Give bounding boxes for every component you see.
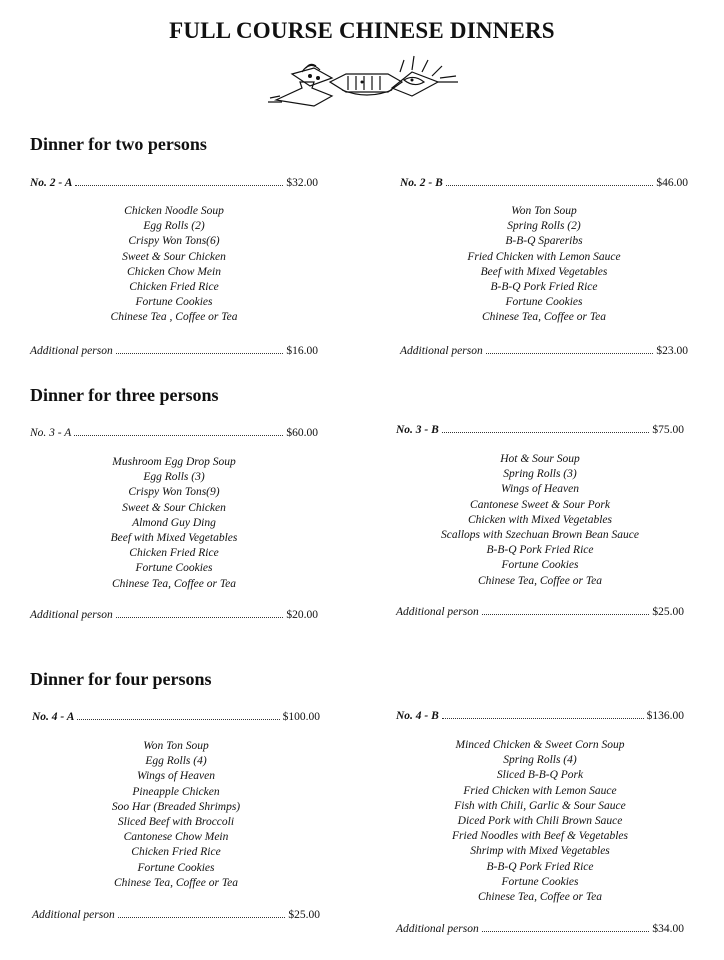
list-item: Beef with Mixed Vegetables: [110, 532, 238, 545]
dinner-code: No. 3 - B: [396, 424, 439, 436]
additional-person-price: $16.00: [286, 345, 318, 357]
dinner-code-row: [30, 176, 318, 189]
list-item: Chicken Fried Rice: [129, 281, 219, 294]
additional-person-label: Additional person: [400, 345, 483, 357]
additional-person-label: Additional person: [30, 345, 113, 357]
additional-person-row: [396, 922, 684, 935]
list-item: Pineapple Chicken: [132, 785, 220, 798]
list-item: Won Ton Soup: [143, 740, 209, 752]
additional-person-label: Additional person: [396, 923, 479, 935]
chinese-food-illustration: [262, 52, 462, 110]
list-item: Sweet & Sour Chicken: [122, 250, 226, 263]
list-item: Chinese Tea, Coffee or Tea: [113, 876, 239, 889]
list-item: Fortune Cookies: [501, 875, 579, 888]
dinner-code: No. 2 - B: [400, 177, 443, 189]
section-title-four-persons: Dinner for four persons: [30, 669, 212, 689]
list-item: Minced Chicken & Sweet Corn Soup: [455, 739, 625, 751]
list-item: Egg Rolls (2): [143, 220, 205, 233]
dot-leader: [446, 176, 654, 186]
list-item: Chicken Fried Rice: [131, 846, 221, 859]
dot-leader: [118, 908, 286, 918]
dot-leader: [116, 608, 284, 618]
dinner-3a: [30, 426, 318, 626]
list-item: Beef with Mixed Vegetables: [480, 265, 608, 278]
dot-leader: [442, 709, 644, 719]
dinner-code-row: [396, 709, 684, 722]
dinner-2b: [400, 176, 688, 366]
dinner-items: [32, 739, 320, 891]
dinner-4a: [32, 710, 320, 932]
list-item: Chinese Tea, Coffee or Tea: [477, 891, 603, 904]
list-item: Spring Rolls (2): [507, 220, 581, 233]
list-item: Fortune Cookies: [135, 296, 213, 309]
additional-person-row: [30, 608, 318, 621]
dot-leader: [74, 426, 283, 436]
dinner-code-row: [400, 176, 688, 189]
dinner-items: [400, 204, 688, 326]
list-item: Spring Rolls (4): [503, 754, 577, 767]
list-item: Wings of Heaven: [501, 483, 579, 496]
additional-person-price: $34.00: [652, 923, 684, 935]
list-item: Fortune Cookies: [505, 296, 583, 309]
list-item: Chicken with Mixed Vegetables: [467, 513, 613, 526]
list-item: Soo Har (Breaded Shrimps): [111, 800, 241, 813]
additional-person-price: $23.00: [656, 345, 688, 357]
list-item: B-B-Q Pork Fried Rice: [486, 544, 594, 557]
additional-person-row: [400, 344, 688, 357]
list-item: Chicken Fried Rice: [129, 547, 219, 560]
dinner-code-row: [30, 426, 318, 439]
dinner-price: $46.00: [656, 177, 688, 189]
dinner-price: $60.00: [286, 427, 318, 439]
dinner-code: No. 2 - A: [30, 177, 73, 189]
dinner-price: $32.00: [286, 177, 318, 189]
list-item: Egg Rolls (3): [143, 471, 205, 484]
dinner-3b: [396, 423, 684, 623]
dot-leader: [116, 344, 284, 354]
list-item: Fried Chicken with Lemon Sauce: [463, 784, 617, 797]
list-item: B-B-Q Pork Fried Rice: [490, 281, 598, 294]
list-item: Cantonese Chow Mein: [123, 831, 229, 844]
list-item: Fortune Cookies: [135, 562, 213, 575]
list-item: Won Ton Soup: [511, 205, 577, 217]
menu-title: FULL COURSE CHINESE DINNERS: [169, 18, 555, 43]
dinner-code: No. 4 - A: [32, 711, 75, 723]
additional-person-row: [32, 908, 320, 921]
dot-leader: [75, 176, 283, 186]
list-item: Scallops with Szechuan Brown Bean Sauce: [441, 529, 639, 542]
list-item: Fish with Chili, Garlic & Sour Sauce: [454, 799, 626, 812]
list-item: Mushroom Egg Drop Soup: [112, 456, 236, 468]
list-item: Chicken Noodle Soup: [124, 205, 224, 217]
additional-person-price: $25.00: [288, 909, 320, 921]
additional-person-row: [30, 344, 318, 357]
section-title-two-persons: Dinner for two persons: [30, 134, 207, 154]
dinner-items: [396, 738, 684, 905]
dot-leader: [77, 710, 279, 720]
dinner-4b: [396, 709, 684, 945]
list-item: Sliced Beef with Broccoli: [117, 816, 235, 829]
list-item: Fortune Cookies: [137, 861, 215, 874]
list-item: Sliced B-B-Q Pork: [496, 769, 584, 782]
list-item: Shrimp with Mixed Vegetables: [470, 845, 610, 858]
dinner-code-row: [32, 710, 320, 723]
additional-person-label: Additional person: [396, 606, 479, 618]
section-title-three-persons: Dinner for three persons: [30, 385, 219, 405]
additional-person-price: $25.00: [652, 606, 684, 618]
list-item: Almond Guy Ding: [132, 516, 216, 529]
dinner-code-row: [396, 423, 684, 436]
dot-leader: [486, 344, 654, 354]
list-item: Fried Chicken with Lemon Sauce: [467, 250, 621, 263]
list-item: Wings of Heaven: [137, 770, 215, 783]
dot-leader: [482, 605, 650, 615]
additional-person-label: Additional person: [30, 609, 113, 621]
dinner-code: No. 3 - A: [30, 427, 72, 439]
list-item: B-B-Q Spareribs: [505, 235, 583, 248]
dot-leader: [442, 423, 650, 433]
list-item: Crispy Won Tons(6): [128, 235, 220, 248]
dinner-items: [396, 452, 684, 589]
list-item: Chinese Tea, Coffee or Tea: [111, 577, 237, 590]
dinner-2a: [30, 176, 318, 366]
list-item: Hot & Sour Soup: [500, 453, 580, 465]
dinner-price: $100.00: [282, 711, 320, 723]
dinner-price: $136.00: [646, 710, 684, 722]
list-item: Cantonese Sweet & Sour Pork: [470, 498, 610, 511]
additional-person-label: Additional person: [32, 909, 115, 921]
list-item: Chinese Tea, Coffee or Tea: [481, 311, 607, 324]
list-item: Fortune Cookies: [501, 559, 579, 572]
additional-person-row: [396, 605, 684, 618]
list-item: Sweet & Sour Chicken: [122, 501, 226, 514]
list-item: Chinese Tea , Coffee or Tea: [110, 311, 238, 324]
dot-leader: [482, 922, 650, 932]
additional-person-price: $20.00: [286, 609, 318, 621]
list-item: Fried Noodles with Beef & Vegetables: [452, 830, 628, 843]
dinner-items: [30, 204, 318, 326]
list-item: Diced Pork with Chili Brown Sauce: [457, 815, 623, 828]
dinner-price: $75.00: [652, 424, 684, 436]
list-item: Chinese Tea, Coffee or Tea: [477, 574, 603, 587]
list-item: Spring Rolls (3): [503, 468, 577, 481]
list-item: Chicken Chow Mein: [127, 265, 221, 278]
list-item: Crispy Won Tons(9): [128, 486, 220, 499]
dinner-items: [30, 455, 318, 592]
list-item: Egg Rolls (4): [145, 755, 207, 768]
dinner-code: No. 4 - B: [396, 710, 439, 722]
list-item: B-B-Q Pork Fried Rice: [486, 860, 594, 873]
